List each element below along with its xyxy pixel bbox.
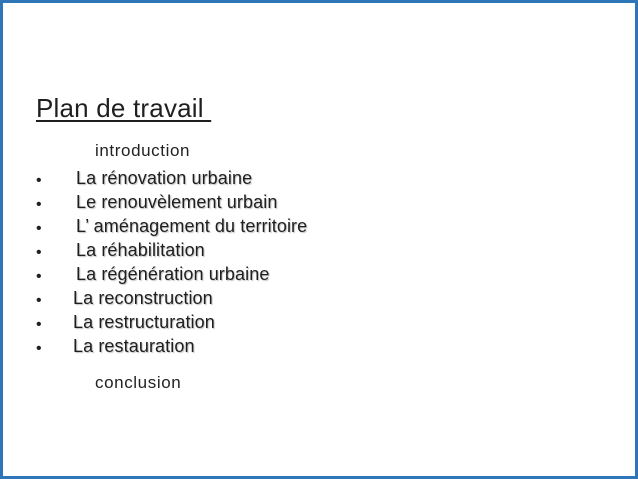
list-item	[3, 192, 603, 216]
bullet-icon: •	[36, 244, 42, 261]
bullet-icon: •	[36, 220, 42, 237]
bullet-icon: •	[36, 268, 42, 285]
bullet-icon: •	[36, 172, 42, 189]
list-item-label: La régénération urbaine	[76, 264, 270, 284]
list-item-label: La restauration	[73, 336, 195, 356]
intro-text: introduction	[95, 141, 191, 160]
list-item-label: La rénovation urbaine	[76, 168, 253, 188]
list-item-label: La reconstruction	[73, 288, 213, 308]
bullet-icon: •	[36, 316, 42, 333]
list-item	[3, 240, 603, 264]
list-item	[3, 288, 603, 312]
list-item	[3, 216, 603, 240]
conclusion-text: conclusion	[95, 373, 182, 392]
list-item-label: L’ aménagement du territoire	[76, 216, 308, 236]
list-item	[3, 264, 603, 288]
list-item	[3, 336, 603, 360]
bullet-icon: •	[36, 340, 42, 357]
list-item-label: La restructuration	[73, 312, 215, 332]
slide-title: Plan de travail	[36, 93, 212, 123]
list-item-label: Le renouvèlement urbain	[76, 192, 278, 212]
list-item	[3, 312, 603, 336]
list-item	[3, 168, 603, 192]
list-item-label: La réhabilitation	[76, 240, 205, 260]
bullet-icon: •	[36, 196, 42, 213]
bullet-icon: •	[36, 292, 42, 309]
